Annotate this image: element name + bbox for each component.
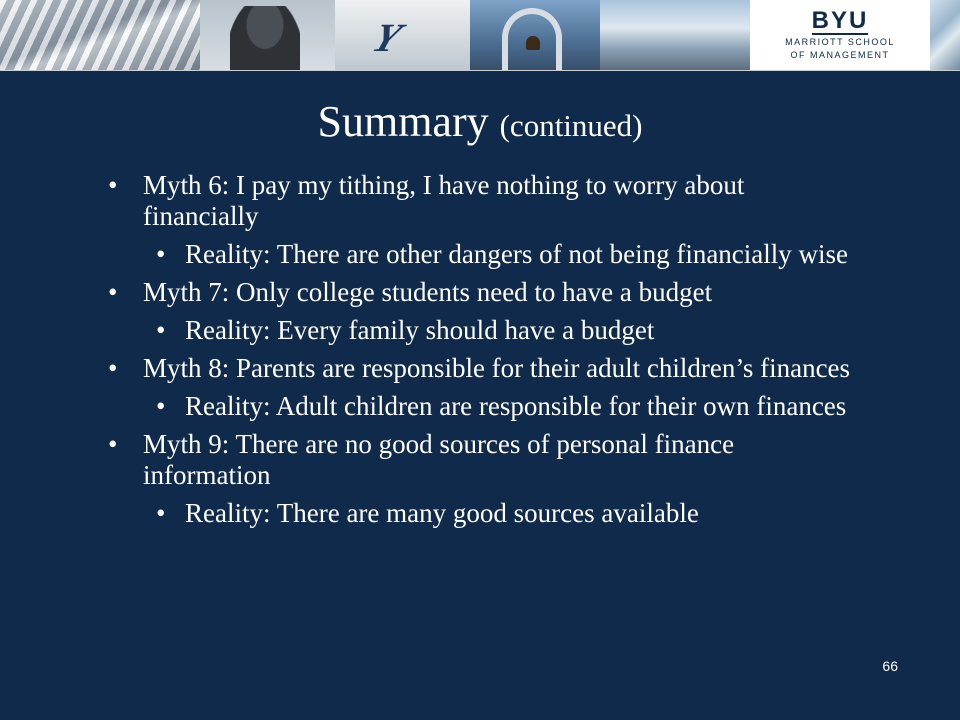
bell-tower-photo <box>470 0 600 70</box>
bell-icon <box>502 8 562 70</box>
byu-marriott-logo <box>750 0 930 70</box>
bullet-icon: • <box>108 277 118 307</box>
bullet-icon: • <box>108 429 118 459</box>
title-main: Summary <box>317 97 489 146</box>
logo-byu: BYU <box>811 7 869 34</box>
bullet-icon: • <box>156 239 166 269</box>
bullet-item-myth-8 <box>100 353 860 384</box>
bullet-icon: • <box>108 353 118 383</box>
bullet-item-reality-8 <box>100 391 860 422</box>
building-photo <box>0 0 200 70</box>
y-mark-icon: Y <box>366 15 404 60</box>
y-logo-photo <box>335 0 470 70</box>
bullet-text: Reality: Every family should have a budget <box>185 315 655 345</box>
bullet-item-myth-7 <box>100 277 860 308</box>
page-number: 66 <box>882 658 898 674</box>
logo-management: OF MANAGEMENT <box>790 50 890 60</box>
bullet-item-reality-9 <box>100 498 860 529</box>
statue-photo <box>200 0 335 70</box>
bullet-text: Myth 7: Only college students need to have a budget <box>143 277 713 307</box>
logo-school: MARRIOTT SCHOOL <box>785 37 895 47</box>
bullet-text: Myth 8: Parents are responsible for their adult children’s finances <box>143 353 851 383</box>
bullet-icon: • <box>156 391 166 421</box>
bullet-text: Reality: Adult children are responsible for their own finances <box>185 391 847 421</box>
campus-photo <box>930 0 960 70</box>
bullet-item-myth-9 <box>100 429 860 491</box>
header-banner <box>0 0 960 71</box>
title-sub: (continued) <box>499 108 643 143</box>
bullet-icon: • <box>156 315 166 345</box>
bullet-icon: • <box>156 498 166 528</box>
bullet-text: Reality: There are other dangers of not being financially wise <box>185 239 849 269</box>
bullet-item-reality-6 <box>100 239 860 270</box>
bullet-text: Myth 6: I pay my tithing, I have nothing to worry about financially <box>143 170 745 231</box>
mountain-photo <box>600 0 750 70</box>
bullet-item-reality-7 <box>100 315 860 346</box>
statue-figure <box>230 6 300 70</box>
bullet-text: Myth 9: There are no good sources of personal finance information <box>143 429 735 490</box>
bullet-item-myth-6 <box>100 170 860 232</box>
bullet-list <box>100 170 860 536</box>
slide-title <box>0 96 960 152</box>
bullet-icon: • <box>108 170 118 200</box>
bullet-text: Reality: There are many good sources available <box>185 498 699 528</box>
